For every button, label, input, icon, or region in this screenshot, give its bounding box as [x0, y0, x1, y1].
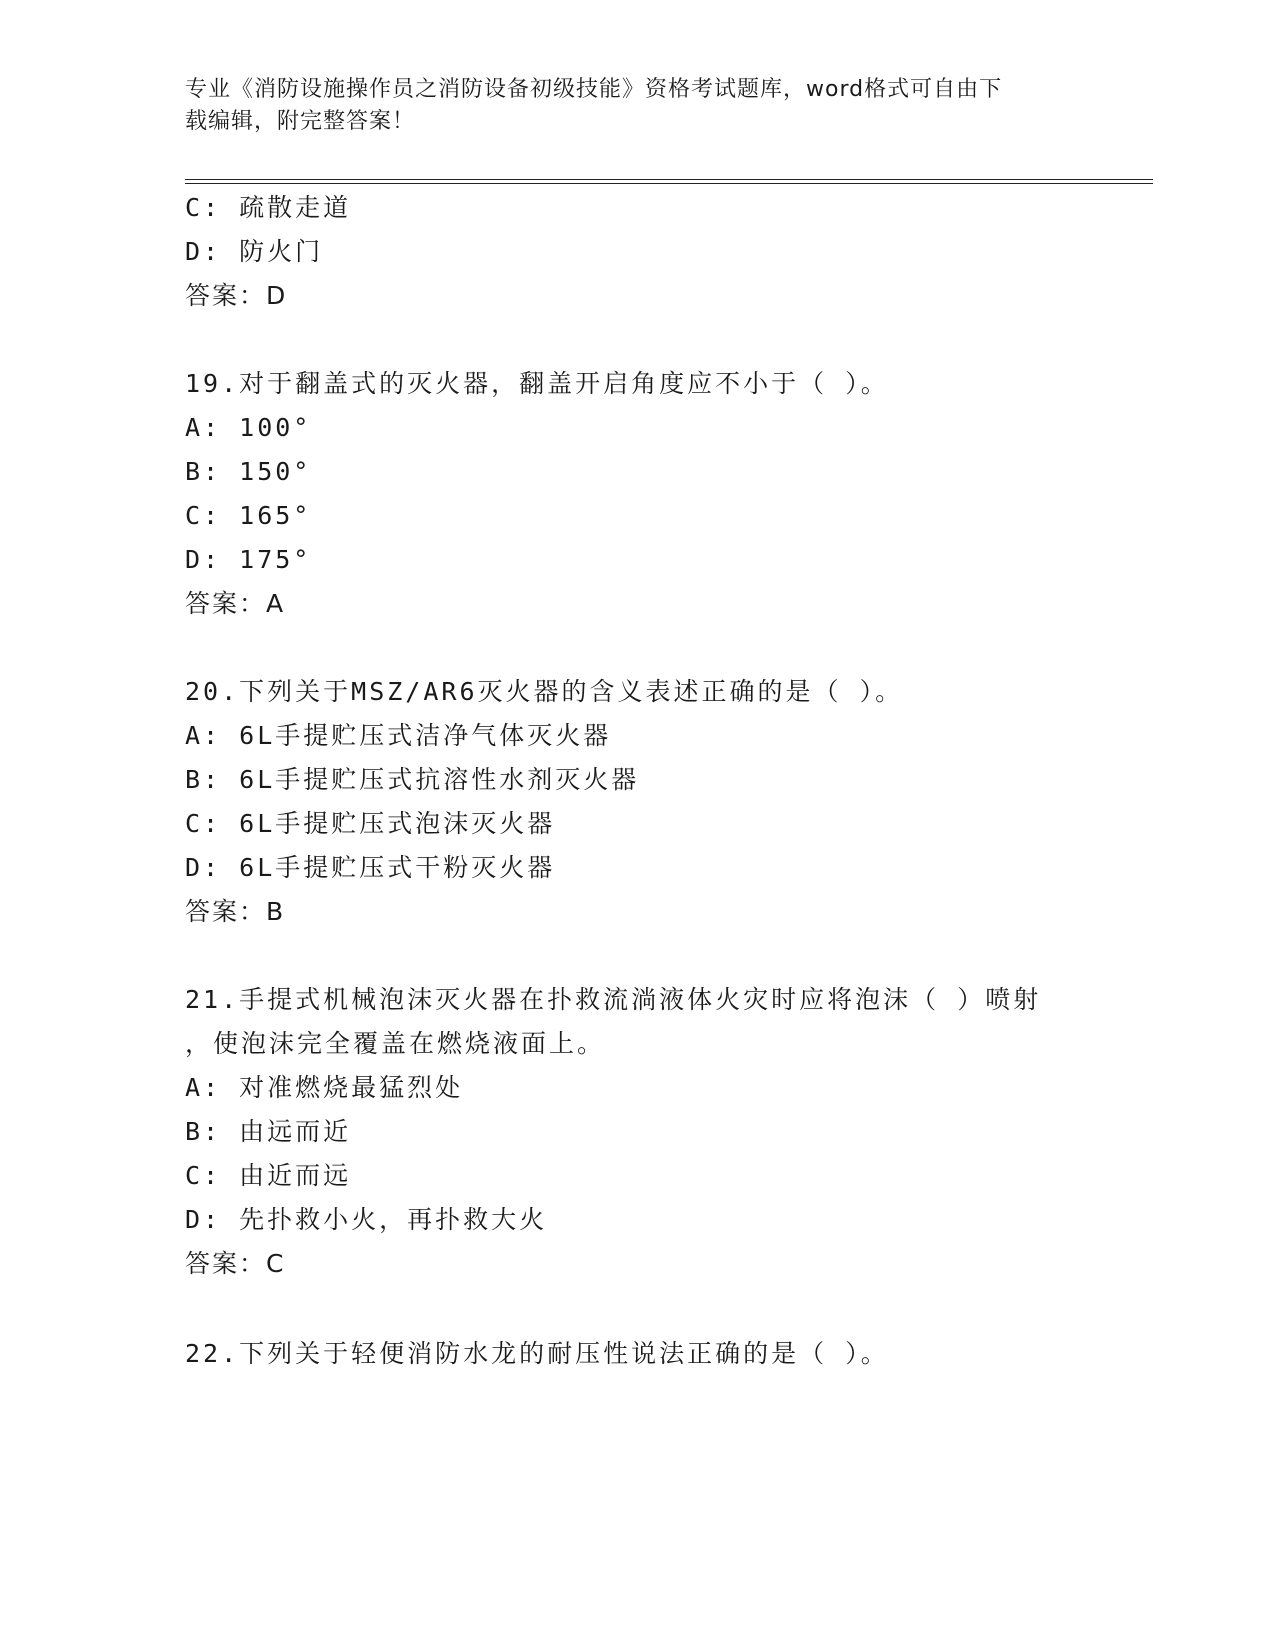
question-19-stem: 19.对于翻盖式的灭火器，翻盖开启角度应不小于（ ）。 [185, 369, 889, 398]
question-21-option-d: D: 先扑救小火，再扑救大火 [185, 1205, 548, 1234]
document-header [185, 74, 1085, 138]
question-22-stem: 22.下列关于轻便消防水龙的耐压性说法正确的是（ ）。 [185, 1339, 889, 1368]
question-20-option-c: C: 6L手提贮压式泡沫灭火器 [185, 809, 556, 838]
question-20-stem: 20.下列关于MSZ/AR6灭火器的含义表述正确的是（ ）。 [185, 677, 904, 706]
question-19-option-c: C: 165° [185, 501, 312, 530]
question-20-option-d: D: 6L手提贮压式干粉灭火器 [185, 853, 556, 882]
question-21-stem-continued: ，使泡沫完全覆盖在燃烧液面上。 [185, 1029, 606, 1058]
question-20-option-a: A: 6L手提贮压式洁净气体灭火器 [185, 721, 612, 750]
question-21-answer: 答案：C [185, 1249, 286, 1278]
prev-question-answer: 答案：D [185, 281, 288, 310]
header-divider-top [185, 179, 1153, 180]
question-21-option-a: A: 对准燃烧最猛烈处 [185, 1073, 464, 1102]
question-19-option-a: A: 100° [185, 413, 312, 442]
question-21-option-b: B: 由远而近 [185, 1117, 352, 1146]
header-line-1: 专业《消防设施操作员之消防设备初级技能》资格考试题库，word格式可自由下 [185, 77, 1003, 102]
question-21-option-c: C: 由近而远 [185, 1161, 352, 1190]
question-20-answer: 答案：B [185, 897, 286, 926]
prev-question-option-d: D: 防火门 [185, 237, 324, 266]
question-19-option-d: D: 175° [185, 545, 312, 574]
prev-question-option-c: C: 疏散走道 [185, 193, 352, 222]
question-19-answer: 答案：A [185, 589, 286, 618]
question-19-option-b: B: 150° [185, 457, 312, 486]
question-20-option-b: B: 6L手提贮压式抗溶性水剂灭火器 [185, 765, 640, 794]
header-divider-bottom [185, 183, 1153, 184]
header-line-2: 载编辑，附完整答案！ [185, 109, 416, 134]
question-21-stem: 21.手提式机械泡沫灭火器在扑救流淌液体火灾时应将泡沫（ ）喷射 [185, 985, 1042, 1014]
